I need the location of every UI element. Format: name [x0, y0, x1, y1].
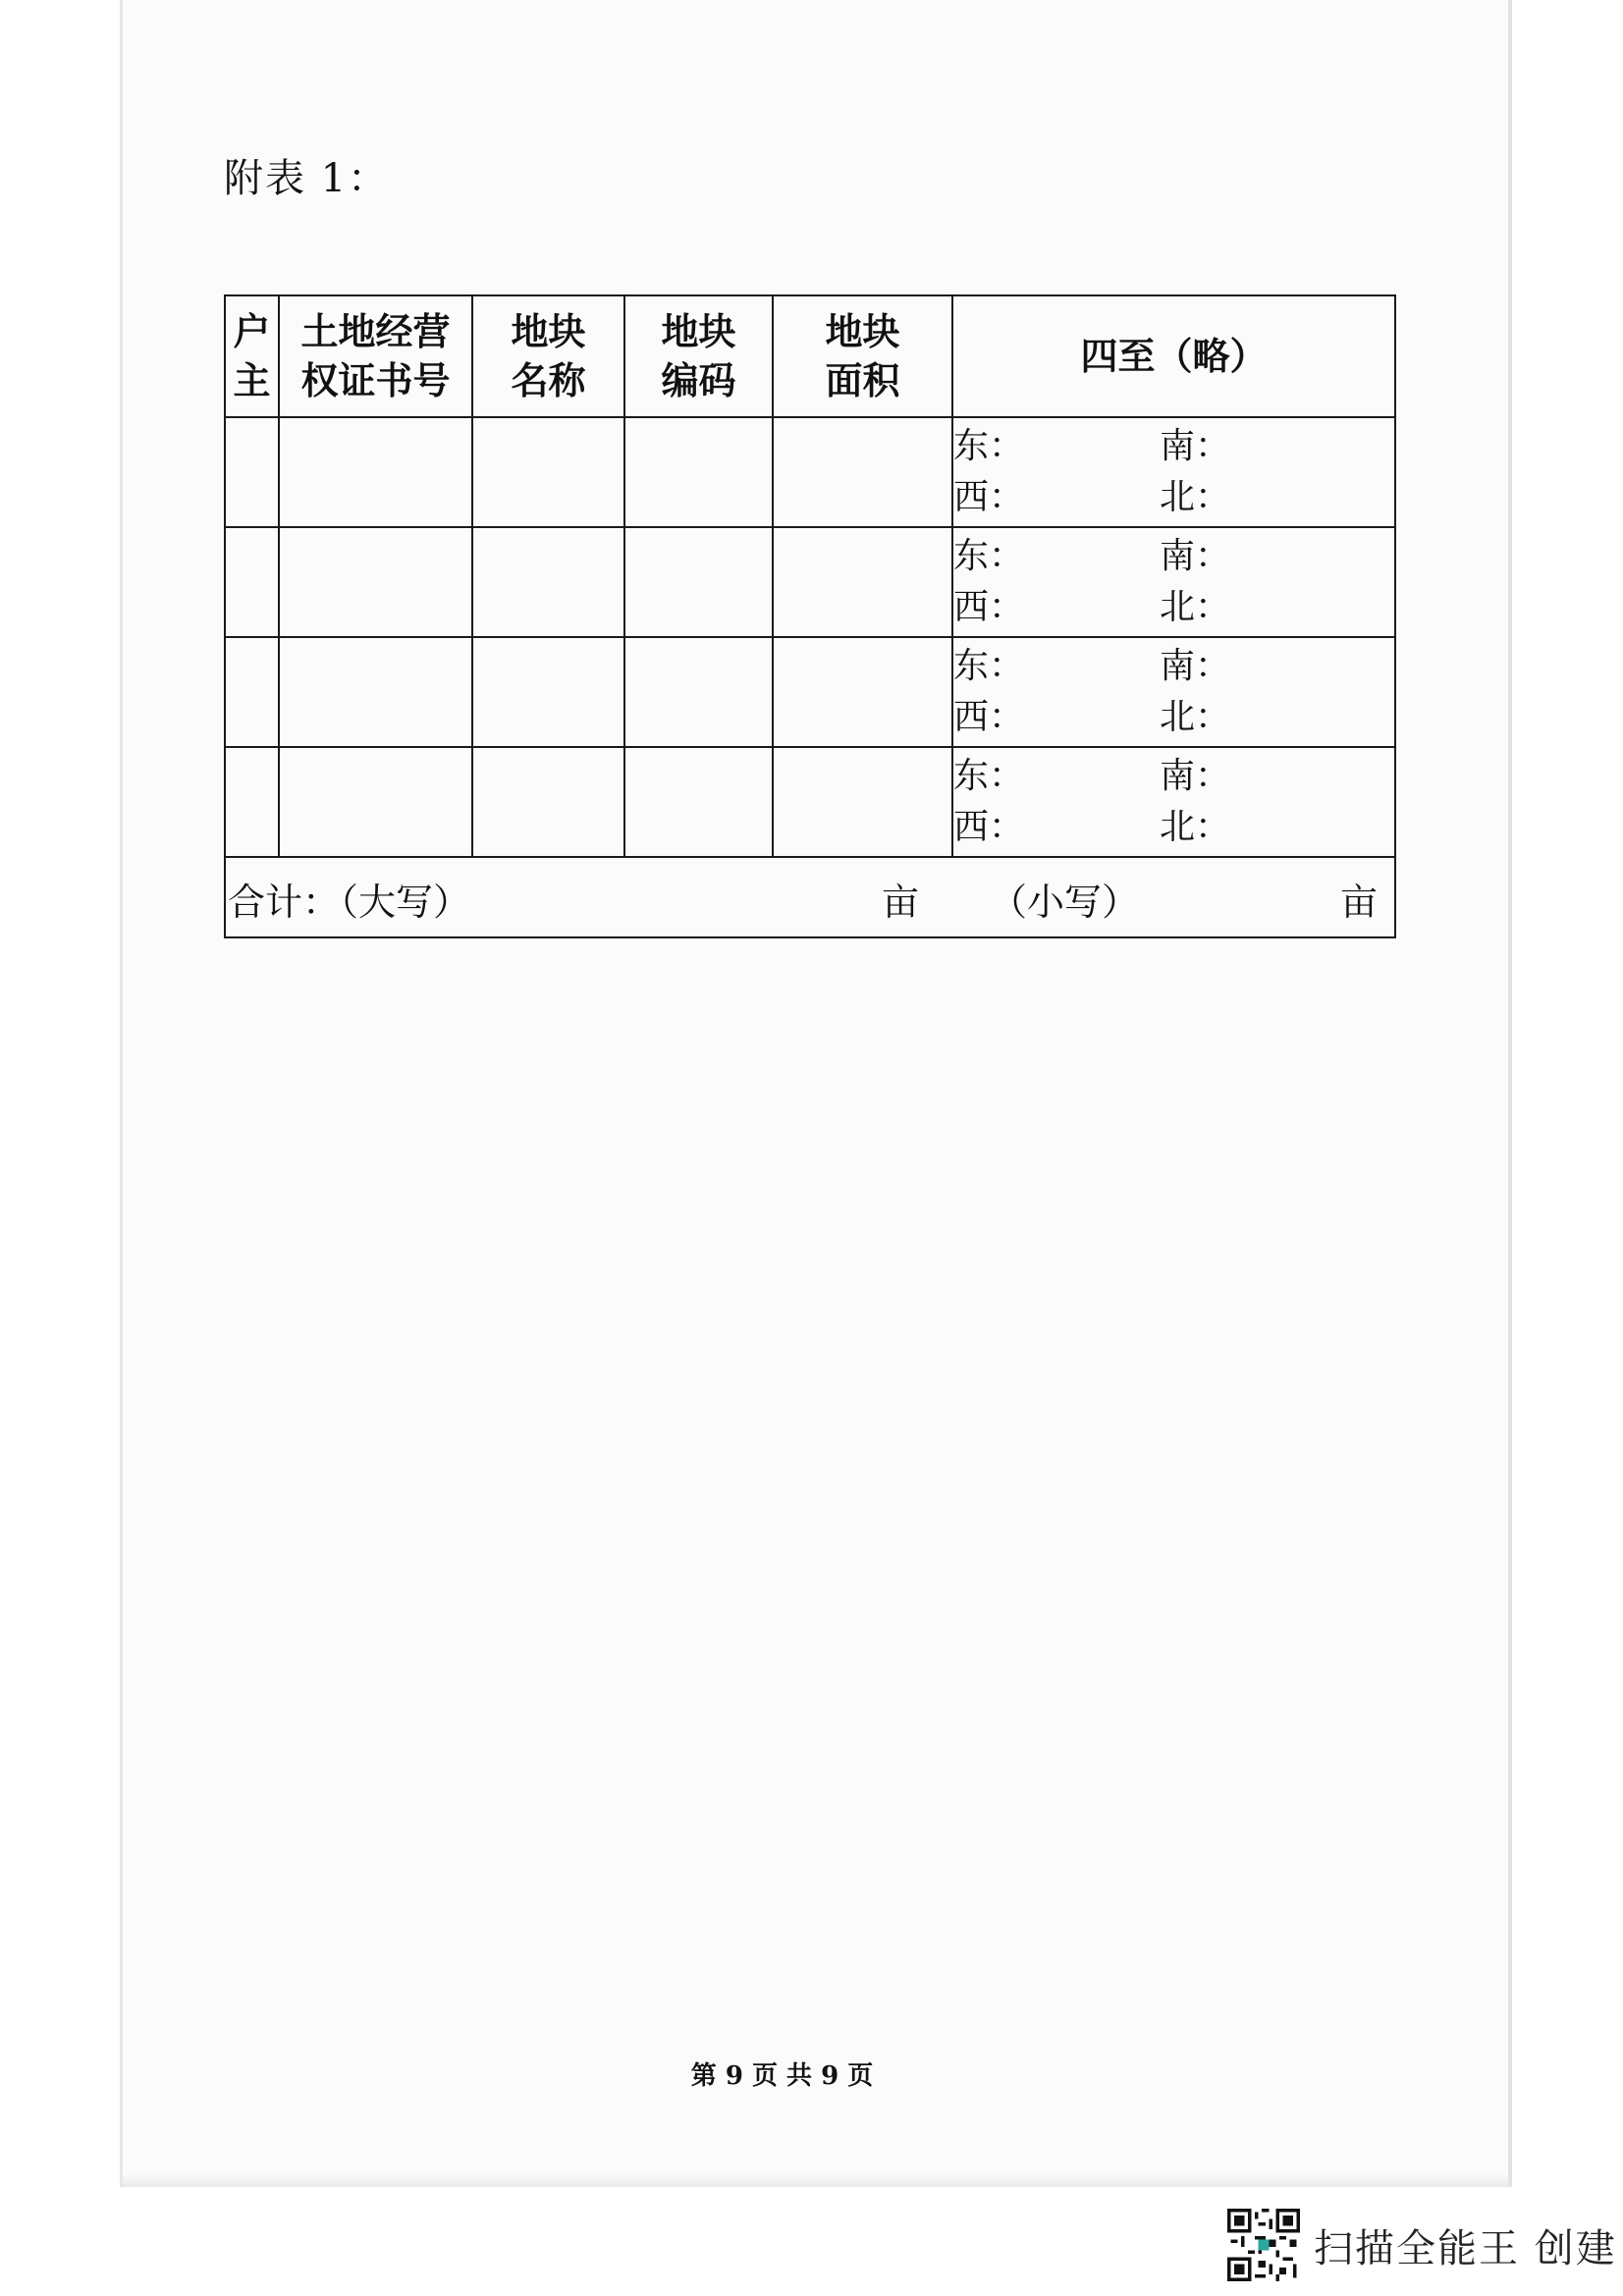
total-cell	[225, 857, 1395, 937]
north-label: 北：	[1160, 807, 1231, 847]
south-label: 南：	[1160, 646, 1231, 686]
land-plot-table	[224, 294, 1396, 938]
east-label: 东：	[953, 536, 1025, 576]
total-unit-uppercase: 亩	[882, 881, 920, 924]
total-lowercase-label: （小写）	[990, 881, 1140, 924]
cell-boundaries	[952, 637, 1395, 747]
table-header-row	[225, 295, 1395, 417]
west-label: 西：	[953, 807, 1025, 847]
cell-boundaries	[952, 417, 1395, 527]
cell-plot-code	[624, 527, 773, 637]
header-plot-code: 地块 编码	[624, 295, 773, 417]
table-row	[225, 417, 1395, 527]
watermark-text: 扫描全能王 创建	[1314, 2225, 1617, 2271]
cell-plot-code	[624, 747, 773, 857]
cell-plot-name	[472, 747, 624, 857]
south-label: 南：	[1160, 756, 1231, 796]
cell-plot-area	[773, 527, 952, 637]
table-row	[225, 527, 1395, 637]
cell-plot-name	[472, 417, 624, 527]
cell-certificate-number	[279, 417, 472, 527]
cell-boundaries	[952, 527, 1395, 637]
total-unit-lowercase: 亩	[1340, 881, 1379, 924]
cell-plot-area	[773, 747, 952, 857]
cell-plot-area	[773, 637, 952, 747]
cell-household	[225, 417, 279, 527]
cell-boundaries	[952, 747, 1395, 857]
cell-household	[225, 637, 279, 747]
attachment-title: 附表 1：	[224, 156, 390, 201]
cell-plot-area	[773, 417, 952, 527]
cell-household	[225, 747, 279, 857]
header-boundaries: 四至（略）	[952, 295, 1395, 417]
cell-plot-code	[624, 637, 773, 747]
table-row	[225, 747, 1395, 857]
east-label: 东：	[953, 646, 1025, 686]
scanner-watermark	[1227, 2209, 1617, 2281]
south-label: 南：	[1160, 536, 1231, 576]
south-label: 南：	[1160, 426, 1231, 466]
west-label: 西：	[953, 477, 1025, 517]
header-plot-name: 地块 名称	[472, 295, 624, 417]
cell-plot-name	[472, 637, 624, 747]
page-indicator: 第 9 页 共 9 页	[690, 2061, 874, 2091]
cell-plot-name	[472, 527, 624, 637]
header-household: 户 主	[225, 295, 279, 417]
west-label: 西：	[953, 587, 1025, 627]
north-label: 北：	[1160, 587, 1231, 627]
cell-household	[225, 527, 279, 637]
total-row	[225, 857, 1395, 937]
header-certificate-number: 土地经营 权证书号	[279, 295, 472, 417]
east-label: 东：	[953, 756, 1025, 796]
cell-plot-code	[624, 417, 773, 527]
north-label: 北：	[1160, 697, 1231, 737]
north-label: 北：	[1160, 477, 1231, 517]
cell-certificate-number	[279, 527, 472, 637]
west-label: 西：	[953, 697, 1025, 737]
qr-code-icon	[1227, 2209, 1300, 2281]
cell-certificate-number	[279, 747, 472, 857]
table-row	[225, 637, 1395, 747]
cell-certificate-number	[279, 637, 472, 747]
header-plot-area: 地块 面积	[773, 295, 952, 417]
east-label: 东：	[953, 426, 1025, 466]
total-label: 合计：（大写）	[228, 881, 471, 924]
